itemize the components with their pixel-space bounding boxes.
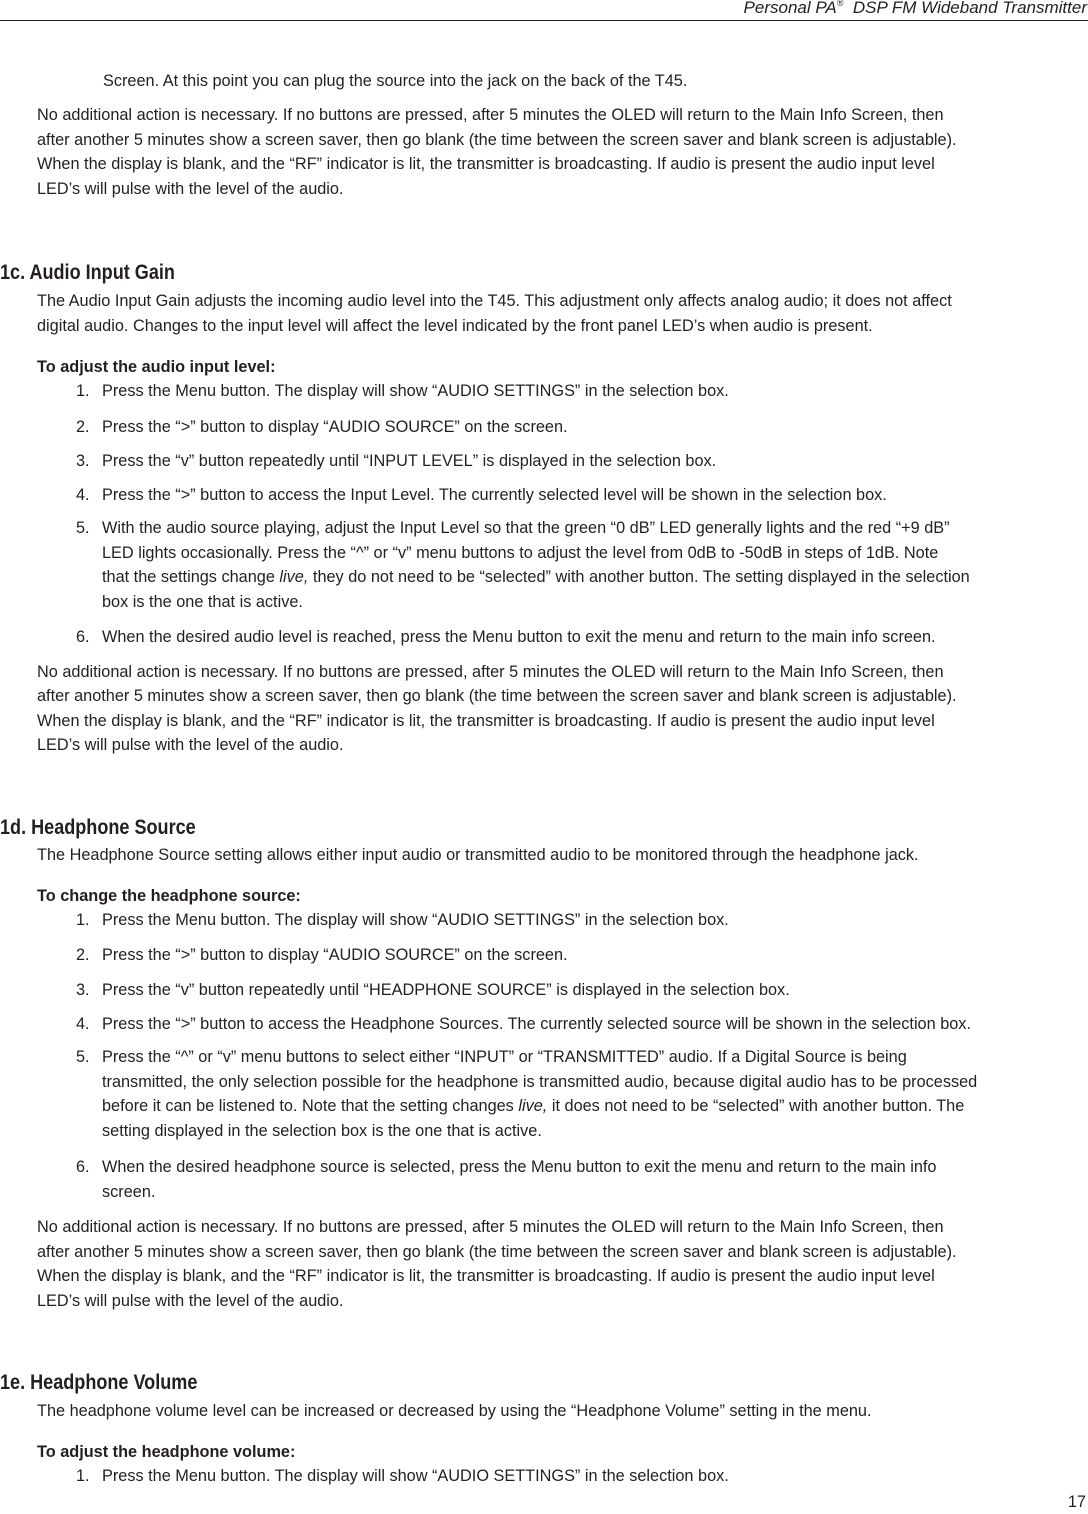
step-text: Press the Menu button. The display will show “AUDIO SETTINGS” in the selection box.: [102, 1467, 729, 1485]
paragraph-line: after another 5 minutes show a screen saver, then go blank (the time between the screen saver and blank screen is adjustable).: [37, 131, 957, 149]
header-product: DSP FM Wideband Transmitter: [852, 0, 1087, 17]
step-text: With the audio source playing, adjust the Input Level so that the green “0 dB” LED generally lights and the red “+9 dB”: [102, 519, 950, 537]
paragraph-line: When the display is blank, and the “RF” indicator is lit, the transmitter is broadcasting. If audio is present the audio input level: [37, 155, 935, 173]
paragraph-line: after another 5 minutes show a screen saver, then go blank (the time between the screen saver and blank screen is adjustable).: [37, 687, 957, 705]
step-number: 5.: [76, 519, 90, 537]
paragraph-line: When the display is blank, and the “RF” indicator is lit, the transmitter is broadcasting. If audio is present the audio input level: [37, 1267, 935, 1285]
procedure-lead: To adjust the audio input level:: [37, 358, 276, 376]
step-text: LED lights occasionally. Press the “^” or “v” menu buttons to adjust the level from 0dB to -50dB in steps of 1dB. Note: [102, 543, 939, 562]
step-text: Press the “v” button repeatedly until “HEADPHONE SOURCE” is displayed in the selection box.: [102, 981, 790, 999]
paragraph-line: LED’s will pulse with the level of the audio.: [37, 736, 344, 754]
section-heading-headphone-source: 1d. Headphone Source: [0, 816, 196, 839]
step-text: Press the “>” button to display “AUDIO SOURCE” on the screen.: [102, 418, 568, 436]
step-number: 2.: [76, 946, 90, 964]
step-text: Press the “^” or “v” menu buttons to select either “INPUT” or “TRANSMITTED” audio. If a Digital Source is being: [102, 1048, 907, 1066]
emphasis-live: live,: [279, 568, 309, 586]
step-text: Press the Menu button. The display will show “AUDIO SETTINGS” in the selection box.: [102, 382, 729, 400]
step-number: 3.: [76, 452, 90, 470]
running-header: [744, 0, 1087, 18]
step-text: screen.: [102, 1182, 156, 1201]
procedure-lead: To change the headphone source:: [37, 887, 301, 905]
step-text: Press the “>” button to access the Headphone Sources. The currently selected source will be shown in the selection box.: [102, 1015, 971, 1033]
step-number: 1.: [76, 382, 90, 400]
step-text: Press the “>” button to display “AUDIO SOURCE” on the screen.: [102, 946, 568, 964]
section-description: The headphone volume level can be increased or decreased by using the “Headphone Volume” setting in the menu.: [37, 1402, 872, 1420]
step-text: Press the Menu button. The display will show “AUDIO SETTINGS” in the selection box.: [102, 911, 729, 929]
paragraph-line: When the display is blank, and the “RF” indicator is lit, the transmitter is broadcasting. If audio is present the audio input level: [37, 712, 935, 730]
step-text: When the desired audio level is reached, press the Menu button to exit the menu and return to the main info screen.: [102, 628, 936, 646]
section-heading-headphone-volume: 1e. Headphone Volume: [0, 1371, 198, 1394]
header-brand: Personal PA: [743, 0, 837, 17]
page-number: 17: [1067, 1493, 1086, 1511]
step-text: box is the one that is active.: [102, 592, 303, 611]
procedure-lead: To adjust the headphone volume:: [37, 1443, 296, 1461]
step-text: that the settings change live, they do not need to be “selected” with another button. The setting displayed in the selection: [102, 568, 970, 586]
paragraph-line: No additional action is necessary. If no buttons are pressed, after 5 minutes the OLED will return to the Main Info Screen, then: [37, 1218, 944, 1236]
step-number: 5.: [76, 1048, 90, 1066]
step-number: 2.: [76, 418, 90, 436]
step-text: before it can be listened to. Note that the setting changes live, it does not need to be “selected” with another button. The: [102, 1097, 965, 1115]
step-number: 6.: [76, 1158, 90, 1176]
step-text: transmitted, the only selection possible for the headphone is transmitted audio, because digital audio has to be processed: [102, 1072, 978, 1091]
paragraph-line: The Audio Input Gain adjusts the incoming audio level into the T45. This adjustment only affects analog audio; it does not affect: [37, 292, 952, 310]
step-number: 4.: [76, 1015, 90, 1033]
paragraph-line: No additional action is necessary. If no buttons are pressed, after 5 minutes the OLED will return to the Main Info Screen, then: [37, 663, 944, 681]
section-heading-audio-input-gain: 1c. Audio Input Gain: [0, 261, 175, 284]
paragraph-line: LED’s will pulse with the level of the audio.: [37, 1292, 344, 1310]
step-text: setting displayed in the selection box is the one that is active.: [102, 1121, 542, 1140]
step-text: Press the “>” button to access the Input Level. The currently selected level will be shown in the selection box.: [102, 486, 887, 504]
section-description: The Headphone Source setting allows either input audio or transmitted audio to be monitored through the headphone jack.: [37, 846, 919, 864]
step-number: 3.: [76, 981, 90, 999]
step-number: 4.: [76, 486, 90, 504]
step-text: Press the “v” button repeatedly until “INPUT LEVEL” is displayed in the selection box.: [102, 452, 717, 470]
step-number: 1.: [76, 1467, 90, 1485]
paragraph-line: No additional action is necessary. If no buttons are pressed, after 5 minutes the OLED will return to the Main Info Screen, then: [37, 106, 944, 124]
step-text: When the desired headphone source is selected, press the Menu button to exit the menu and return to the main info: [102, 1158, 937, 1176]
step-number: 1.: [76, 911, 90, 929]
step-number: 6.: [76, 628, 90, 646]
paragraph-line: digital audio. Changes to the input level will affect the level indicated by the front panel LED’s when audio is present.: [37, 317, 873, 335]
paragraph-line: LED’s will pulse with the level of the audio.: [37, 180, 344, 198]
intro-continuation: Screen. At this point you can plug the source into the jack on the back of the T45.: [103, 72, 688, 90]
paragraph-line: after another 5 minutes show a screen saver, then go blank (the time between the screen saver and blank screen is adjustable).: [37, 1243, 957, 1261]
registered-mark: ®: [836, 0, 844, 8]
emphasis-live: live,: [518, 1097, 548, 1115]
header-rule: [0, 20, 1088, 21]
